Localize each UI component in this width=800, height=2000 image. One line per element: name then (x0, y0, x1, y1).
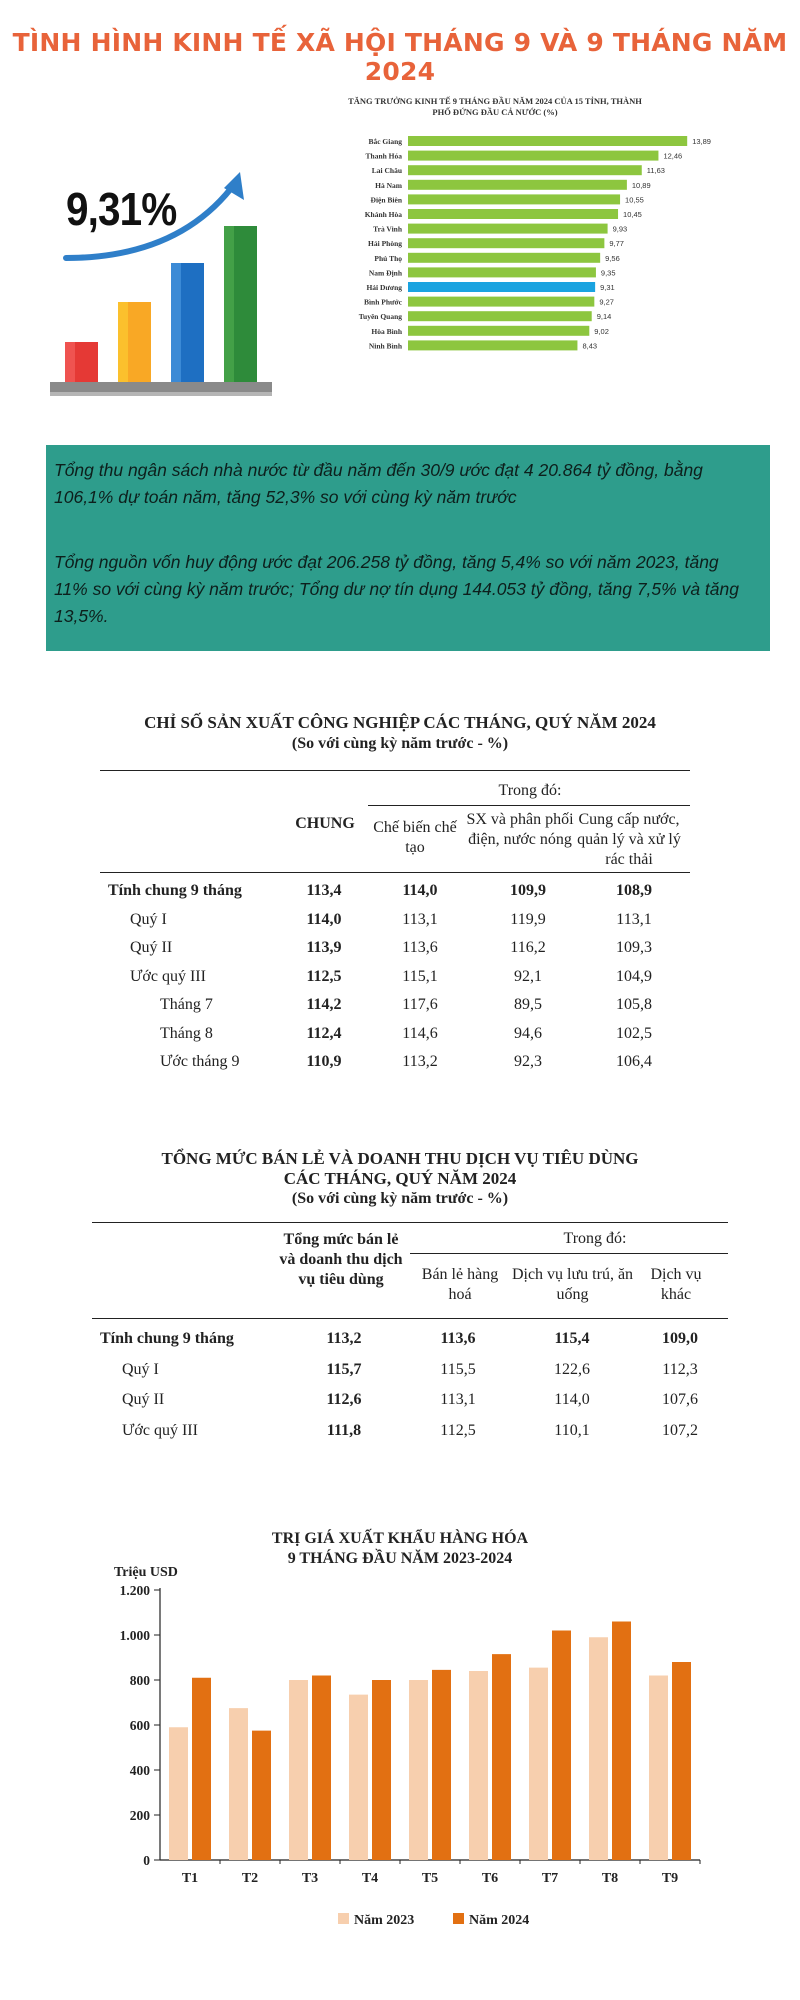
table-cell: 109,9 (510, 882, 546, 899)
export-bar (409, 1680, 428, 1860)
industry-col-manufacturing: Chế biến chế tạo (373, 819, 457, 856)
export-chart-subtitle: 9 THÁNG ĐẦU NĂM 2023-2024 (287, 1550, 513, 1567)
y-tick-label: 0 (143, 1853, 150, 1868)
x-tick-label: T8 (601, 1871, 619, 1886)
export-bar (349, 1695, 368, 1860)
table-cell: 115,5 (440, 1360, 476, 1378)
hero-percent: 9,31% (66, 183, 177, 235)
province-value-label: 8,43 (582, 341, 598, 351)
province-label: Hà Nam (375, 180, 402, 190)
icon-bar-blue (171, 263, 204, 382)
export-bar (529, 1668, 548, 1860)
page-title: TÌNH HÌNH KINH TẾ XÃ HỘI THÁNG 9 VÀ 9 THÁNG NĂM 2024 (12, 28, 788, 86)
x-tick-label: T5 (421, 1871, 439, 1886)
table-cell: 92,1 (514, 967, 542, 985)
province-label: Hải Phòng (368, 239, 402, 249)
export-bar (169, 1727, 188, 1860)
table-cell: 108,9 (616, 882, 652, 899)
budget-text-2: Tổng nguồn vốn huy động ước đạt 206.258 tỷ đồng, tăng 5,4% so với năm 2023, tăng 11% so với cùng kỳ năm trước; Tổng dư nợ tín dụng 144.053 tỷ đồng, tăng 7,5% và tăng 13,5%. (54, 552, 739, 626)
table-cell: 113,2 (326, 1330, 362, 1347)
retail-group-header: Trong đó: (563, 1230, 627, 1247)
table-cell: 109,3 (616, 939, 652, 956)
legend-swatch (338, 1913, 349, 1924)
table-cell: 110,9 (306, 1053, 342, 1070)
export-chart-title: TRỊ GIÁ XUẤT KHẨU HÀNG HÓA (271, 1530, 529, 1547)
y-tick-label: 400 (129, 1763, 150, 1778)
x-tick-label: T6 (481, 1871, 499, 1886)
table-cell: 114,6 (402, 1024, 438, 1042)
province-label: Hải Dương (366, 283, 402, 292)
table-row-label: Ước tháng 9 (160, 1053, 240, 1070)
table-cell: 112,5 (440, 1421, 476, 1439)
table-row-label: Tháng 8 (160, 1024, 213, 1042)
province-value-label: 10,45 (623, 210, 642, 219)
industry-group-header: Trong đó: (498, 782, 562, 799)
export-bar (589, 1637, 608, 1860)
province-value-label: 12,46 (663, 151, 683, 161)
province-value-label: 9,27 (599, 297, 614, 307)
table-cell: 114,2 (306, 996, 342, 1013)
x-tick-label: T2 (241, 1871, 259, 1886)
province-bar (408, 297, 594, 307)
table-cell: 113,1 (402, 910, 438, 928)
export-bar (649, 1676, 668, 1861)
export-bar (312, 1676, 331, 1861)
province-value-label: 11,63 (646, 166, 665, 176)
export-value-chart (80, 1530, 720, 1945)
icon-bar-red (65, 342, 98, 382)
table-cell: 110,1 (554, 1421, 590, 1439)
table-cell: 122,6 (554, 1360, 590, 1378)
province-label: Lai Châu (371, 166, 402, 176)
province-value-label: 9,31 (600, 283, 615, 292)
table-cell: 94,6 (514, 1024, 542, 1042)
table-rule (100, 770, 690, 771)
province-bar (408, 326, 589, 336)
table-cell: 114,0 (554, 1391, 590, 1408)
export-bar (252, 1731, 271, 1860)
province-bar (408, 194, 620, 204)
industry-col-general: CHUNG (295, 815, 355, 832)
export-bar (289, 1680, 308, 1860)
export-bar (552, 1631, 571, 1861)
table-cell: 113,1 (440, 1391, 476, 1408)
table-row-label: Quý I (130, 910, 167, 928)
province-label: Phú Thọ (374, 253, 402, 263)
table-cell: 107,2 (662, 1421, 698, 1439)
export-bar (672, 1662, 691, 1860)
table-row-label: Ước quý III (122, 1421, 198, 1439)
y-tick-label: 1.000 (119, 1628, 150, 1643)
export-bar (372, 1680, 391, 1860)
industry-table-title: CHỈ SỐ SẢN XUẤT CÔNG NGHIỆP CÁC THÁNG, QUÝ NĂM 2024 (144, 713, 656, 732)
table-row-label: Tính chung 9 tháng (108, 882, 242, 899)
export-bar (469, 1671, 488, 1860)
table-cell: 112,6 (326, 1391, 362, 1408)
table-cell: 113,6 (440, 1330, 476, 1347)
province-label: Ninh Bình (368, 341, 402, 351)
table-cell: 115,7 (326, 1360, 362, 1378)
province-value-label: 13,89 (692, 137, 711, 146)
table-cell: 113,6 (402, 939, 438, 956)
export-bar (192, 1678, 211, 1860)
table-cell: 113,1 (616, 910, 652, 928)
icon-bar-green (224, 226, 257, 382)
table-rule (92, 1222, 728, 1223)
table-cell: 111,8 (326, 1421, 362, 1439)
retail-table-title-1: TỔNG MỨC BÁN LẺ VÀ DOANH THU DỊCH VỤ TIÊU DÙNG (161, 1149, 639, 1168)
table-row-label: Quý II (122, 1391, 165, 1408)
province-value-label: 10,55 (625, 195, 644, 205)
province-bar (408, 311, 592, 321)
province-label: Trà Vinh (373, 224, 402, 234)
province-bar (408, 282, 595, 292)
export-bar (612, 1622, 631, 1861)
table-row-label: Tính chung 9 tháng (100, 1330, 234, 1347)
y-tick-label: 200 (129, 1808, 150, 1823)
table-cell: 119,9 (510, 910, 546, 928)
province-bar (408, 136, 687, 146)
province-label: Hòa Bình (371, 326, 402, 336)
y-tick-label: 800 (129, 1673, 150, 1688)
province-bar (408, 253, 600, 263)
x-tick-label: T3 (301, 1871, 319, 1886)
province-bar (408, 209, 618, 219)
x-tick-label: T4 (361, 1871, 379, 1886)
table-cell: 113,4 (306, 882, 342, 899)
table-cell: 112,3 (662, 1360, 698, 1378)
table-rule (92, 1318, 728, 1319)
industry-col-water: Cung cấp nước, quản lý và xử lý rác thải (577, 811, 681, 868)
province-value-label: 9,35 (600, 268, 616, 278)
province-bar (408, 267, 596, 277)
table-row-label: Ước quý III (130, 967, 206, 985)
table-rule (368, 805, 690, 806)
table-row-label: Quý II (130, 939, 173, 956)
icon-bar-yellow (118, 302, 151, 382)
y-tick-label: 600 (129, 1718, 150, 1733)
table-cell: 106,4 (616, 1053, 652, 1070)
retail-table-title-2: CÁC THÁNG, QUÝ NĂM 2024 (283, 1169, 517, 1188)
province-label: Nam Định (368, 268, 402, 278)
table-cell: 104,9 (616, 967, 652, 985)
retail-col-other: Dịch vụ khác (650, 1266, 702, 1303)
province-label: Thanh Hóa (365, 151, 402, 161)
table-cell: 114,0 (402, 882, 438, 899)
table-cell: 102,5 (616, 1024, 652, 1042)
export-bar (432, 1670, 451, 1860)
industry-table-subtitle: (So với cùng kỳ năm trước - %) (291, 735, 509, 752)
table-cell: 107,6 (662, 1391, 698, 1408)
table-rule (100, 872, 690, 873)
legend-label: Năm 2023 (354, 1913, 415, 1928)
province-bar (408, 238, 604, 248)
table-cell: 114,0 (306, 910, 342, 928)
province-bar (408, 340, 577, 350)
base-platform (50, 382, 272, 392)
province-label: Điện Biên (370, 195, 402, 205)
retail-col-total: Tổng mức bán lẻ và doanh thu dịch vụ tiêu dùng (279, 1231, 403, 1288)
x-tick-label: T9 (661, 1871, 679, 1886)
province-growth-chart (340, 134, 711, 364)
table-cell: 109,0 (662, 1330, 698, 1347)
table-cell: 113,9 (306, 939, 342, 956)
table-cell: 89,5 (514, 996, 542, 1013)
legend-label: Năm 2024 (469, 1913, 530, 1928)
table-cell: 112,5 (306, 967, 342, 985)
province-value-label: 9,77 (609, 239, 624, 249)
province-value-label: 9,14 (596, 312, 612, 322)
y-tick-label: 1.200 (119, 1583, 150, 1598)
budget-info-box (46, 445, 770, 651)
province-bar (408, 165, 642, 175)
x-tick-label: T7 (541, 1871, 559, 1886)
y-axis-label: Triệu USD (114, 1565, 178, 1580)
table-cell: 115,4 (554, 1330, 590, 1347)
budget-text-1: Tổng thu ngân sách nhà nước từ đầu năm đến 30/9 ước đạt 4 20.864 tỷ đồng, bằng 106,1% dự toán năm, tăng 52,3% so với cùng kỳ năm trước (54, 460, 703, 507)
x-tick-label: T1 (181, 1871, 199, 1886)
province-value-label: 9,56 (605, 253, 620, 263)
province-chart-title: TĂNG TRƯỞNG KINH TẾ 9 THÁNG ĐẦU NĂM 2024 CỦA 15 TỈNH, THÀNH PHỐ ĐỨNG ĐẦU CẢ NƯỚC (%) (348, 96, 642, 117)
industry-col-electricity: SX và phân phối điện, nước nóng (466, 811, 574, 848)
table-cell: 117,6 (402, 996, 438, 1013)
retail-col-goods: Bán lẻ hàng hoá (421, 1266, 499, 1303)
province-value-label: 10,89 (631, 180, 651, 190)
table-row-label: Tháng 7 (160, 996, 213, 1013)
province-value-label: 9,02 (594, 326, 609, 336)
legend-swatch (453, 1913, 464, 1924)
province-label: Bắc Giang (368, 137, 402, 146)
province-label: Khánh Hòa (364, 210, 402, 219)
province-label: Bình Phước (363, 297, 402, 307)
export-bar (492, 1654, 511, 1860)
export-bar (229, 1708, 248, 1860)
table-cell: 116,2 (510, 939, 546, 956)
province-label: Tuyên Quang (358, 312, 402, 322)
province-bar (408, 180, 627, 190)
table-cell: 105,8 (616, 996, 652, 1013)
province-bar (408, 224, 608, 234)
retail-col-lodging: Dịch vụ lưu trú, ăn uống (511, 1266, 634, 1303)
table-cell: 92,3 (514, 1053, 542, 1070)
table-cell: 115,1 (402, 967, 438, 985)
retail-table-subtitle: (So với cùng kỳ năm trước - %) (291, 1190, 509, 1207)
table-cell: 113,2 (402, 1053, 438, 1070)
table-rule (410, 1253, 728, 1254)
province-value-label: 9,93 (612, 224, 628, 234)
province-bar (408, 151, 658, 161)
table-cell: 112,4 (306, 1024, 342, 1042)
table-row-label: Quý I (122, 1360, 159, 1378)
